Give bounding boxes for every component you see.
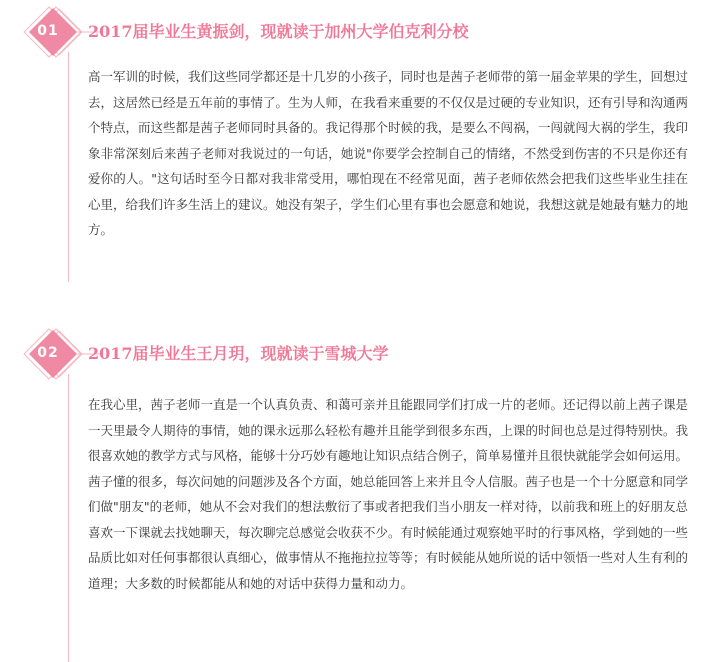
section-number: 02 [37, 345, 59, 361]
testimonial-section-2 [0, 322, 722, 662]
section-body: 在我心里，茜子老师一直是一个认真负责、和蔼可亲并且能跟同学们打成一片的老师。还记得以前上茜子课是一天里最令人期待的事情，她的课永远那么轻松有趣并且能学到很多东西，上课的时间也总是过得特别快。我很喜欢她的教学方式与风格，能够十分巧妙有趣地让知识点结合例子，简单易懂并且很快就能学会如何运用。茜子懂的很多，每次问她的问题涉及各个方面，她总能回答上来并且令人信服。茜子也是一个十分愿意和同学们做"朋友"的老师，她从不会对我们的想法敷衍了事或者把我们当小朋友一样对待，以前我和班上的好朋友总喜欢一下课就去找她聊天，每次聊完总感觉会收获不少。有时候能通过观察她平时的行事风格，学到她的一些品质比如对任何事都很认真细心，做事情从不拖拖拉拉等等；有时候能从她所说的话中领悟一些对人生有利的道理；大多数的时候都能从和她的对话中获得力量和动力。 [88, 397, 689, 591]
section-title: 2017届毕业生王月玥，现就读于雪城大学 [88, 344, 389, 363]
section-title: 2017届毕业生黄振剑，现就读于加州大学伯克利分校 [88, 22, 469, 41]
section-body: 高一军训的时候，我们这些同学都还是十几岁的小孩子，同时也是茜子老师带的第一届金苹果的学生，回想过去，这居然已经是五年前的事情了。生为人师，在我看来重要的不仅仅是过硬的专业知识，还有引导和沟通两个特点，而这些都是茜子老师同时具备的。我记得那个时候的我，是要么不闯祸，一闯就闯大祸的学生，我印象非常深刻后来茜子老师对我说过的一句话，她说"你要学会控制自己的情绪，不然受到伤害的不只是你还有爱你的人。"这句话时至今日都对我非常受用，哪怕现在不经常见面，茜子老师依然会把我们这些毕业生挂在心里，给我们许多生活上的建议。她没有架子，学生们心里有事也会愿意和她说，我想这就是她最有魅力的地方。 [88, 69, 689, 237]
section-divider-line [68, 52, 69, 282]
testimonial-section-1 [0, 0, 722, 290]
section-number: 01 [37, 23, 59, 39]
section-divider-line [68, 374, 69, 662]
